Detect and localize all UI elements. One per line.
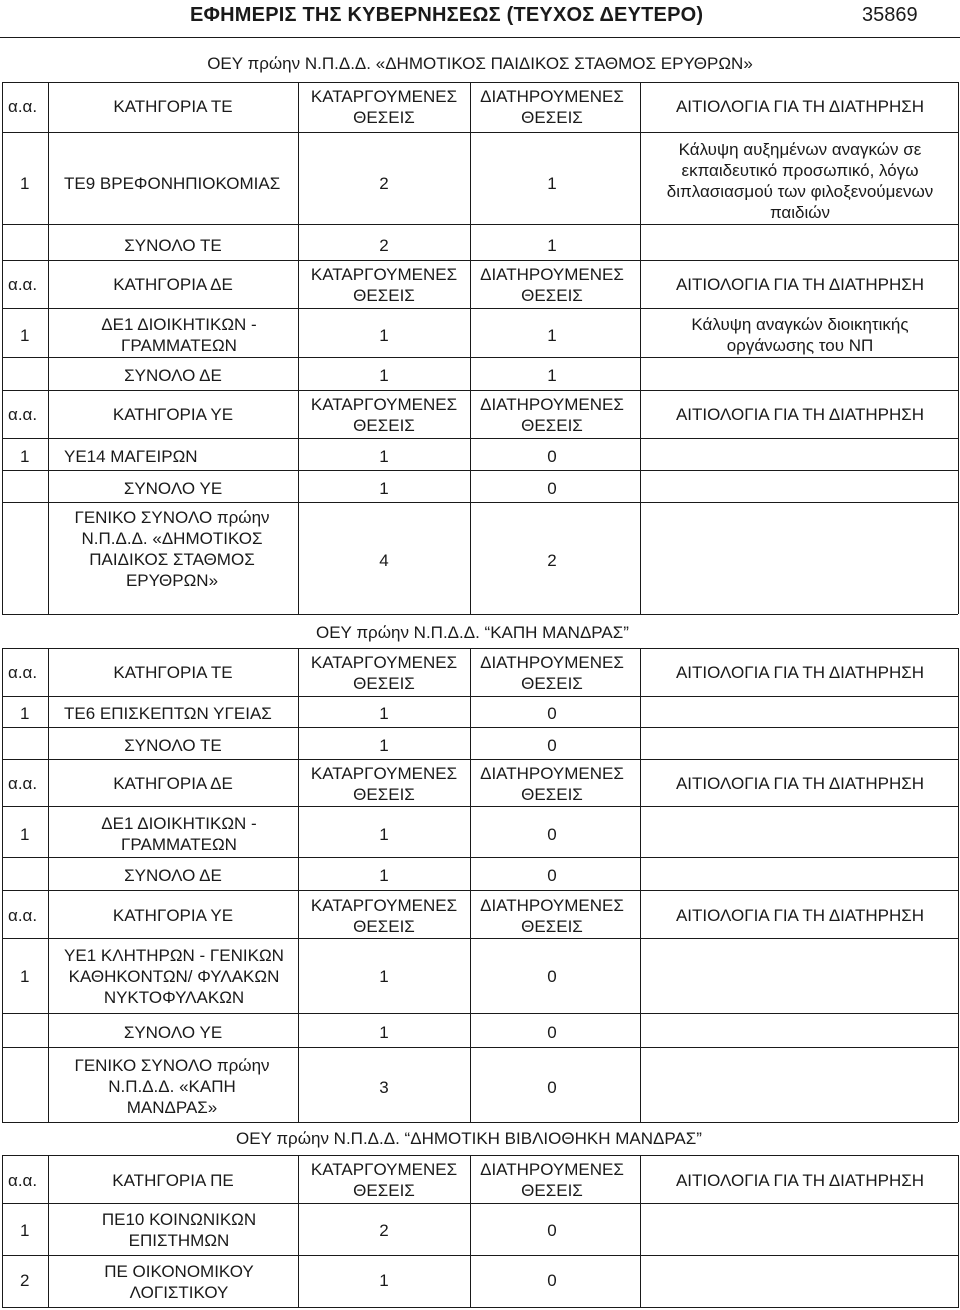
aa-header: α.α. <box>8 663 38 682</box>
column-rule <box>298 1155 299 1308</box>
total-retained: 1 <box>547 366 557 385</box>
row-rule <box>2 502 958 503</box>
row-aa: 1 <box>20 1221 30 1240</box>
header-rule <box>0 37 960 38</box>
row-rule <box>2 82 958 83</box>
total-retained: 1 <box>547 236 557 255</box>
column-rule <box>48 82 49 614</box>
total-abolished: 1 <box>379 866 389 885</box>
grand-total-retained: 0 <box>547 1078 557 1097</box>
abolished-header: ΚΑΤΑΡΓΟΥΜΕΝΕΣ ΘΕΣΕΙΣ <box>310 395 458 435</box>
row-specialty: ΔΕ1 ΔΙΟΙΚΗΤΙΚΩΝ - ΓΡΑΜΜΑΤΕΩΝ <box>101 814 257 854</box>
total-retained: 0 <box>547 479 557 498</box>
row-abolished: 1 <box>379 704 389 723</box>
row-specialty: ΤΕ9 ΒΡΕΦΟΝΗΠΙΟΚΟΜΙΑΣ <box>64 174 281 193</box>
retained-header: ΔΙΑΤΗΡΟΥΜΕΝΕΣ ΘΕΣΕΙΣ <box>480 265 624 305</box>
category-header: ΚΑΤΗΓΟΡΙΑ ΥΕ <box>112 906 234 925</box>
grand-total-label: ΓΕΝΙΚΟ ΣΥΝΟΛΟ πρώην Ν.Π.Δ.Δ. «ΚΑΠΗ ΜΑΝΔΡΑΣ» <box>74 1056 270 1117</box>
total-label: ΣΥΝΟΛΟ ΤΕ <box>124 236 222 255</box>
row-rule <box>2 1013 958 1014</box>
row-abolished: 1 <box>379 825 389 844</box>
table-border <box>2 648 3 1122</box>
column-rule <box>470 1155 471 1308</box>
justification-header: ΑΙΤΙΟΛΟΓΙΑ ΓΙΑ ΤΗ ΔΙΑΤΗΡΗΣΗ <box>675 97 925 116</box>
total-retained: 0 <box>547 1023 557 1042</box>
category-header: ΚΑΤΗΓΟΡΙΑ ΤΕ <box>113 97 233 116</box>
row-retained: 0 <box>547 1221 557 1240</box>
abolished-header: ΚΑΤΑΡΓΟΥΜΕΝΕΣ ΘΕΣΕΙΣ <box>310 896 458 936</box>
row-abolished: 2 <box>379 1221 389 1240</box>
retained-header: ΔΙΑΤΗΡΟΥΜΕΝΕΣ ΘΕΣΕΙΣ <box>480 87 624 127</box>
category-header: ΚΑΤΗΓΟΡΙΑ ΔΕ <box>113 275 233 294</box>
row-rule <box>2 727 958 728</box>
abolished-header: ΚΑΤΑΡΓΟΥΜΕΝΕΣ ΘΕΣΕΙΣ <box>310 764 458 804</box>
row-aa: 1 <box>20 825 30 844</box>
row-retained: 0 <box>547 447 557 466</box>
retained-header: ΔΙΑΤΗΡΟΥΜΕΝΕΣ ΘΕΣΕΙΣ <box>480 1160 624 1200</box>
justification-header: ΑΙΤΙΟΛΟΓΙΑ ΓΙΑ ΤΗ ΔΙΑΤΗΡΗΣΗ <box>675 774 925 793</box>
grand-total-abolished: 4 <box>379 551 389 570</box>
abolished-header: ΚΑΤΑΡΓΟΥΜΕΝΕΣ ΘΕΣΕΙΣ <box>310 1160 458 1200</box>
section-title: ΟΕΥ πρώην Ν.Π.Δ.Δ. “ΔΗΜΟΤΙΚΗ ΒΙΒΛΙΟΘΗΚΗ ΜΑΝΔΡΑΣ” <box>236 1129 702 1148</box>
justification-header: ΑΙΤΙΟΛΟΓΙΑ ΓΙΑ ΤΗ ΔΙΑΤΗΡΗΣΗ <box>675 1171 925 1190</box>
gazette-header-title: ΕΦΗΜΕΡΙΣ ΤΗΣ ΚΥΒΕΡΝΗΣΕΩΣ (ΤΕΥΧΟΣ ΔΕΥΤΕΡΟ) <box>190 4 704 26</box>
aa-header: α.α. <box>8 97 38 116</box>
row-abolished: 2 <box>379 174 389 193</box>
row-rule <box>2 1155 958 1156</box>
row-specialty: ΥΕ1 ΚΛΗΤΗΡΩΝ - ΓΕΝΙΚΩΝ ΚΑΘΗΚΟΝΤΩΝ/ ΦΥΛΑΚΩΝ ΝΥΚΤΟΦΥΛΑΚΩΝ <box>64 946 284 1007</box>
column-rule <box>640 1155 641 1308</box>
row-rule <box>2 1047 958 1048</box>
row-specialty: ΤΕ6 ΕΠΙΣΚΕΠΤΩΝ ΥΓΕΙΑΣ <box>64 704 272 723</box>
row-rule <box>2 759 958 760</box>
row-abolished: 1 <box>379 1271 389 1290</box>
row-abolished: 1 <box>379 967 389 986</box>
row-abolished: 1 <box>379 447 389 466</box>
column-rule <box>298 648 299 1122</box>
column-rule <box>48 648 49 1122</box>
row-rule <box>2 132 958 133</box>
row-rule <box>2 806 958 807</box>
total-abolished: 1 <box>379 736 389 755</box>
row-retained: 0 <box>547 1271 557 1290</box>
total-label: ΣΥΝΟΛΟ ΥΕ <box>123 479 223 498</box>
row-retained: 1 <box>547 174 557 193</box>
column-rule <box>298 82 299 614</box>
page-number: 35869 <box>862 4 918 26</box>
table-border <box>2 82 3 614</box>
total-retained: 0 <box>547 866 557 885</box>
aa-header: α.α. <box>8 774 38 793</box>
table-border <box>958 648 959 1122</box>
row-rule <box>2 696 958 697</box>
total-label: ΣΥΝΟΛΟ ΤΕ <box>124 736 222 755</box>
aa-header: α.α. <box>8 275 38 294</box>
row-rule <box>2 390 958 391</box>
grand-total-label: ΓΕΝΙΚΟ ΣΥΝΟΛΟ πρώην Ν.Π.Δ.Δ. «ΔΗΜΟΤΙΚΟΣ ΠΑΙΔΙΚΟΣ ΣΤΑΘΜΟΣ ΕΡΥΘΡΩΝ» <box>74 508 270 590</box>
row-retained: 0 <box>547 704 557 723</box>
total-abolished: 1 <box>379 366 389 385</box>
retained-header: ΔΙΑΤΗΡΟΥΜΕΝΕΣ ΘΕΣΕΙΣ <box>480 653 624 693</box>
total-label: ΣΥΝΟΛΟ ΥΕ <box>123 1023 223 1042</box>
table-border <box>958 82 959 614</box>
row-retained: 0 <box>547 967 557 986</box>
row-rule <box>2 308 958 309</box>
row-rule <box>2 1307 958 1308</box>
row-rule <box>2 470 958 471</box>
justification-header: ΑΙΤΙΟΛΟΓΙΑ ΓΙΑ ΤΗ ΔΙΑΤΗΡΗΣΗ <box>675 275 925 294</box>
row-aa: 1 <box>20 174 30 193</box>
retained-header: ΔΙΑΤΗΡΟΥΜΕΝΕΣ ΘΕΣΕΙΣ <box>480 896 624 936</box>
total-retained: 0 <box>547 736 557 755</box>
row-specialty: ΥΕ14 ΜΑΓΕΙΡΩΝ <box>64 447 198 466</box>
table-border <box>2 1155 3 1308</box>
column-rule <box>640 82 641 614</box>
total-abolished: 1 <box>379 479 389 498</box>
section-title: ΟΕΥ πρώην Ν.Π.Δ.Δ. “ΚΑΠΗ ΜΑΝΔΡΑΣ” <box>316 623 629 642</box>
row-justification: Κάλυψη αναγκών διοικητικής οργάνωσης του ΝΠ <box>691 315 909 355</box>
column-rule <box>470 648 471 1122</box>
row-rule <box>2 857 958 858</box>
row-rule <box>2 938 958 939</box>
abolished-header: ΚΑΤΑΡΓΟΥΜΕΝΕΣ ΘΕΣΕΙΣ <box>310 265 458 305</box>
row-rule <box>2 1203 958 1204</box>
row-rule <box>2 648 958 649</box>
row-rule <box>2 224 958 225</box>
row-rule <box>2 438 958 439</box>
abolished-header: ΚΑΤΑΡΓΟΥΜΕΝΕΣ ΘΕΣΕΙΣ <box>310 653 458 693</box>
category-header: ΚΑΤΗΓΟΡΙΑ ΤΕ <box>113 663 233 682</box>
row-rule <box>2 614 958 615</box>
row-aa: 1 <box>20 967 30 986</box>
table-border <box>958 1155 959 1308</box>
row-rule <box>2 1255 958 1256</box>
total-abolished: 2 <box>379 236 389 255</box>
row-aa: 2 <box>20 1271 30 1290</box>
column-rule <box>470 82 471 614</box>
justification-header: ΑΙΤΙΟΛΟΓΙΑ ΓΙΑ ΤΗ ΔΙΑΤΗΡΗΣΗ <box>675 906 925 925</box>
row-aa: 1 <box>20 704 30 723</box>
column-rule <box>640 648 641 1122</box>
justification-header: ΑΙΤΙΟΛΟΓΙΑ ΓΙΑ ΤΗ ΔΙΑΤΗΡΗΣΗ <box>675 663 925 682</box>
justification-header: ΑΙΤΙΟΛΟΓΙΑ ΓΙΑ ΤΗ ΔΙΑΤΗΡΗΣΗ <box>675 405 925 424</box>
row-rule <box>2 890 958 891</box>
total-label: ΣΥΝΟΛΟ ΔΕ <box>124 866 222 885</box>
category-header: ΚΑΤΗΓΟΡΙΑ ΔΕ <box>113 774 233 793</box>
category-header: ΚΑΤΗΓΟΡΙΑ ΥΕ <box>112 405 234 424</box>
retained-header: ΔΙΑΤΗΡΟΥΜΕΝΕΣ ΘΕΣΕΙΣ <box>480 764 624 804</box>
row-aa: 1 <box>20 447 30 466</box>
column-rule <box>48 1155 49 1308</box>
row-justification: Κάλυψη αυξημένων αναγκών σε εκπαιδευτικό προσωπικό, λόγω διπλασιασμού των φιλοξενούμενων παιδιών <box>666 140 934 222</box>
category-header: ΚΑΤΗΓΟΡΙΑ ΠΕ <box>112 1171 234 1190</box>
grand-total-abolished: 3 <box>379 1078 389 1097</box>
grand-total-retained: 2 <box>547 551 557 570</box>
retained-header: ΔΙΑΤΗΡΟΥΜΕΝΕΣ ΘΕΣΕΙΣ <box>480 395 624 435</box>
row-abolished: 1 <box>379 326 389 345</box>
total-abolished: 1 <box>379 1023 389 1042</box>
abolished-header: ΚΑΤΑΡΓΟΥΜΕΝΕΣ ΘΕΣΕΙΣ <box>310 87 458 127</box>
row-aa: 1 <box>20 326 30 345</box>
aa-header: α.α. <box>8 405 38 424</box>
aa-header: α.α. <box>8 906 38 925</box>
row-rule <box>2 260 958 261</box>
row-rule <box>2 357 958 358</box>
row-specialty: ΠΕ10 ΚΟΙΝΩΝΙΚΩΝ ΕΠΙΣΤΗΜΩΝ <box>101 1210 257 1250</box>
total-label: ΣΥΝΟΛΟ ΔΕ <box>124 366 222 385</box>
row-retained: 1 <box>547 326 557 345</box>
row-rule <box>2 1122 958 1123</box>
section-title: ΟΕΥ πρώην Ν.Π.Δ.Δ. «ΔΗΜΟΤΙΚΟΣ ΠΑΙΔΙΚΟΣ ΣΤΑΘΜΟΣ ΕΡΥΘΡΩΝ» <box>207 54 753 73</box>
row-specialty: ΔΕ1 ΔΙΟΙΚΗΤΙΚΩΝ - ΓΡΑΜΜΑΤΕΩΝ <box>101 315 257 355</box>
aa-header: α.α. <box>8 1171 38 1190</box>
row-specialty: ΠΕ ΟΙΚΟΝΟΜΙΚΟΥ ΛΟΓΙΣΤΙΚΟΥ <box>104 1262 254 1302</box>
row-retained: 0 <box>547 825 557 844</box>
